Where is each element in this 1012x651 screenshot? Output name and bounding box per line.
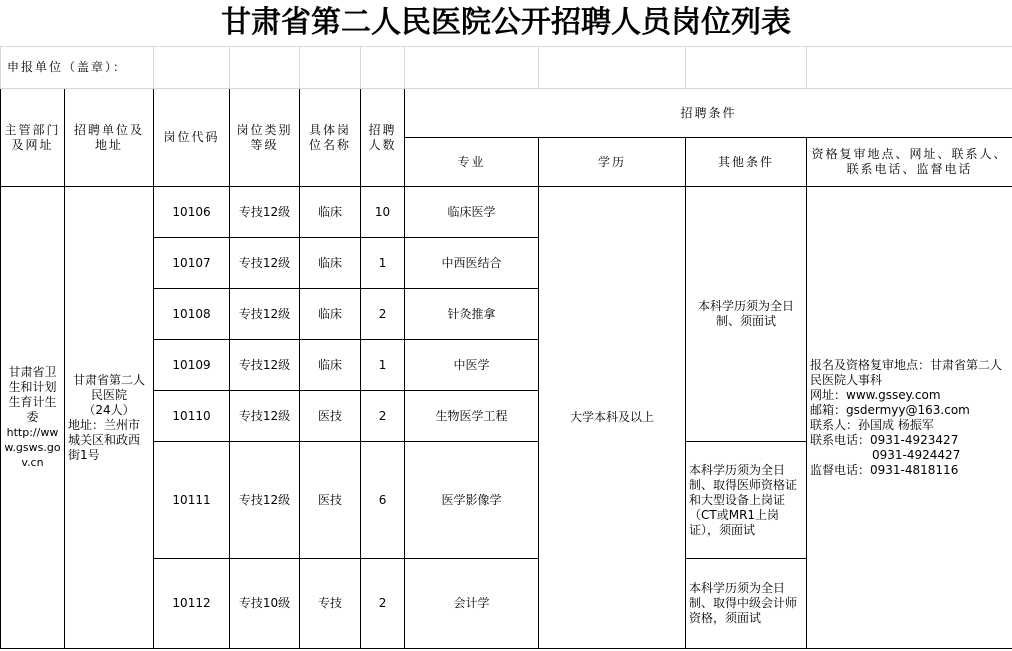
- row-code: 10108: [154, 289, 230, 340]
- row-code: 10110: [154, 391, 230, 442]
- other-condition-3: 本科学历须为全日制、取得中级会计师资格，须面试: [686, 559, 807, 649]
- row-position: 临床: [300, 340, 361, 391]
- header-education: 学历: [539, 138, 686, 187]
- contact-line: 报名及资格复审地点：甘肃省第二人民医院人事科: [810, 357, 1003, 387]
- row-count: 10: [361, 187, 405, 238]
- row-category: 专技12级: [230, 391, 300, 442]
- unit-name: 甘肃省第二人民医院: [73, 372, 146, 402]
- row-category: 专技12级: [230, 340, 300, 391]
- contact-line: 联系人：孙国成 杨振军: [810, 417, 934, 432]
- row-major: 中医学: [405, 340, 539, 391]
- row-position: 医技: [300, 442, 361, 559]
- row-major: 针灸推拿: [405, 289, 539, 340]
- job-table: [0, 46, 1012, 649]
- education-cell: 大学本科及以上: [539, 187, 686, 649]
- row-major: 医学影像学: [405, 442, 539, 559]
- unit-cell: [65, 187, 154, 649]
- header-conditions: 招聘条件: [405, 89, 1012, 138]
- row-code: 10111: [154, 442, 230, 559]
- row-major: 会计学: [405, 559, 539, 649]
- header-contact: 资格复审地点、网址、联系人、联系电话、监督电话: [807, 138, 1012, 187]
- row-count: 2: [361, 391, 405, 442]
- dept-url: http://www.gsws.gov.cn: [4, 426, 61, 469]
- row-count: 2: [361, 559, 405, 649]
- dept-cell: [1, 187, 65, 649]
- row-count: 1: [361, 238, 405, 289]
- row-category: 专技12级: [230, 238, 300, 289]
- contact-line: 邮箱：gsdermyy@163.com: [810, 402, 970, 417]
- row-position: 临床: [300, 289, 361, 340]
- row-code: 10109: [154, 340, 230, 391]
- contact-line: 监督电话：0931-4818116: [810, 462, 959, 477]
- header-dept: 主管部门及网址: [1, 89, 65, 187]
- declare-label: 申报单位（盖章）：: [1, 47, 154, 89]
- row-position: 临床: [300, 238, 361, 289]
- header-major: 专业: [405, 138, 539, 187]
- row-category: 专技12级: [230, 289, 300, 340]
- header-count: 招聘人数: [361, 89, 405, 187]
- dept-name: 甘肃省卫生和计划生育计生委: [8, 365, 57, 424]
- header-code: 岗位代码: [154, 89, 230, 187]
- contact-line: 网址：www.gssey.com: [810, 387, 941, 402]
- row-major: 中西医结合: [405, 238, 539, 289]
- other-condition-2: 本科学历须为全日制、取得医师资格证和大型设备上岗证（CT或MR1上岗证），须面试: [686, 442, 807, 559]
- row-code: 10107: [154, 238, 230, 289]
- header-unit: 招聘单位及地址: [65, 89, 154, 187]
- row-category: 专技12级: [230, 187, 300, 238]
- row-count: 6: [361, 442, 405, 559]
- row-count: 1: [361, 340, 405, 391]
- page-title: 甘肃省第二人民医院公开招聘人员岗位列表: [221, 5, 791, 40]
- contact-line: 联系电话：0931-4923427: [810, 432, 959, 447]
- row-code: 10112: [154, 559, 230, 649]
- row-count: 2: [361, 289, 405, 340]
- row-major: 生物医学工程: [405, 391, 539, 442]
- header-other: 其他条件: [686, 138, 807, 187]
- unit-count: （24人）: [83, 402, 135, 417]
- header-category: 岗位类别等级: [230, 89, 300, 187]
- table-row: [1, 187, 1012, 238]
- row-category: 专技10级: [230, 559, 300, 649]
- unit-address: 地址：兰州市城关区和政西街1号: [68, 417, 141, 462]
- row-position: 临床: [300, 187, 361, 238]
- contact-cell: [807, 187, 1012, 649]
- header-position: 具体岗位名称: [300, 89, 361, 187]
- contact-line: 0931-4924427: [872, 447, 961, 462]
- row-major: 临床医学: [405, 187, 539, 238]
- row-position: 专技: [300, 559, 361, 649]
- row-position: 医技: [300, 391, 361, 442]
- other-condition-1: 本科学历须为全日制、须面试: [686, 187, 807, 442]
- row-code: 10106: [154, 187, 230, 238]
- row-category: 专技12级: [230, 442, 300, 559]
